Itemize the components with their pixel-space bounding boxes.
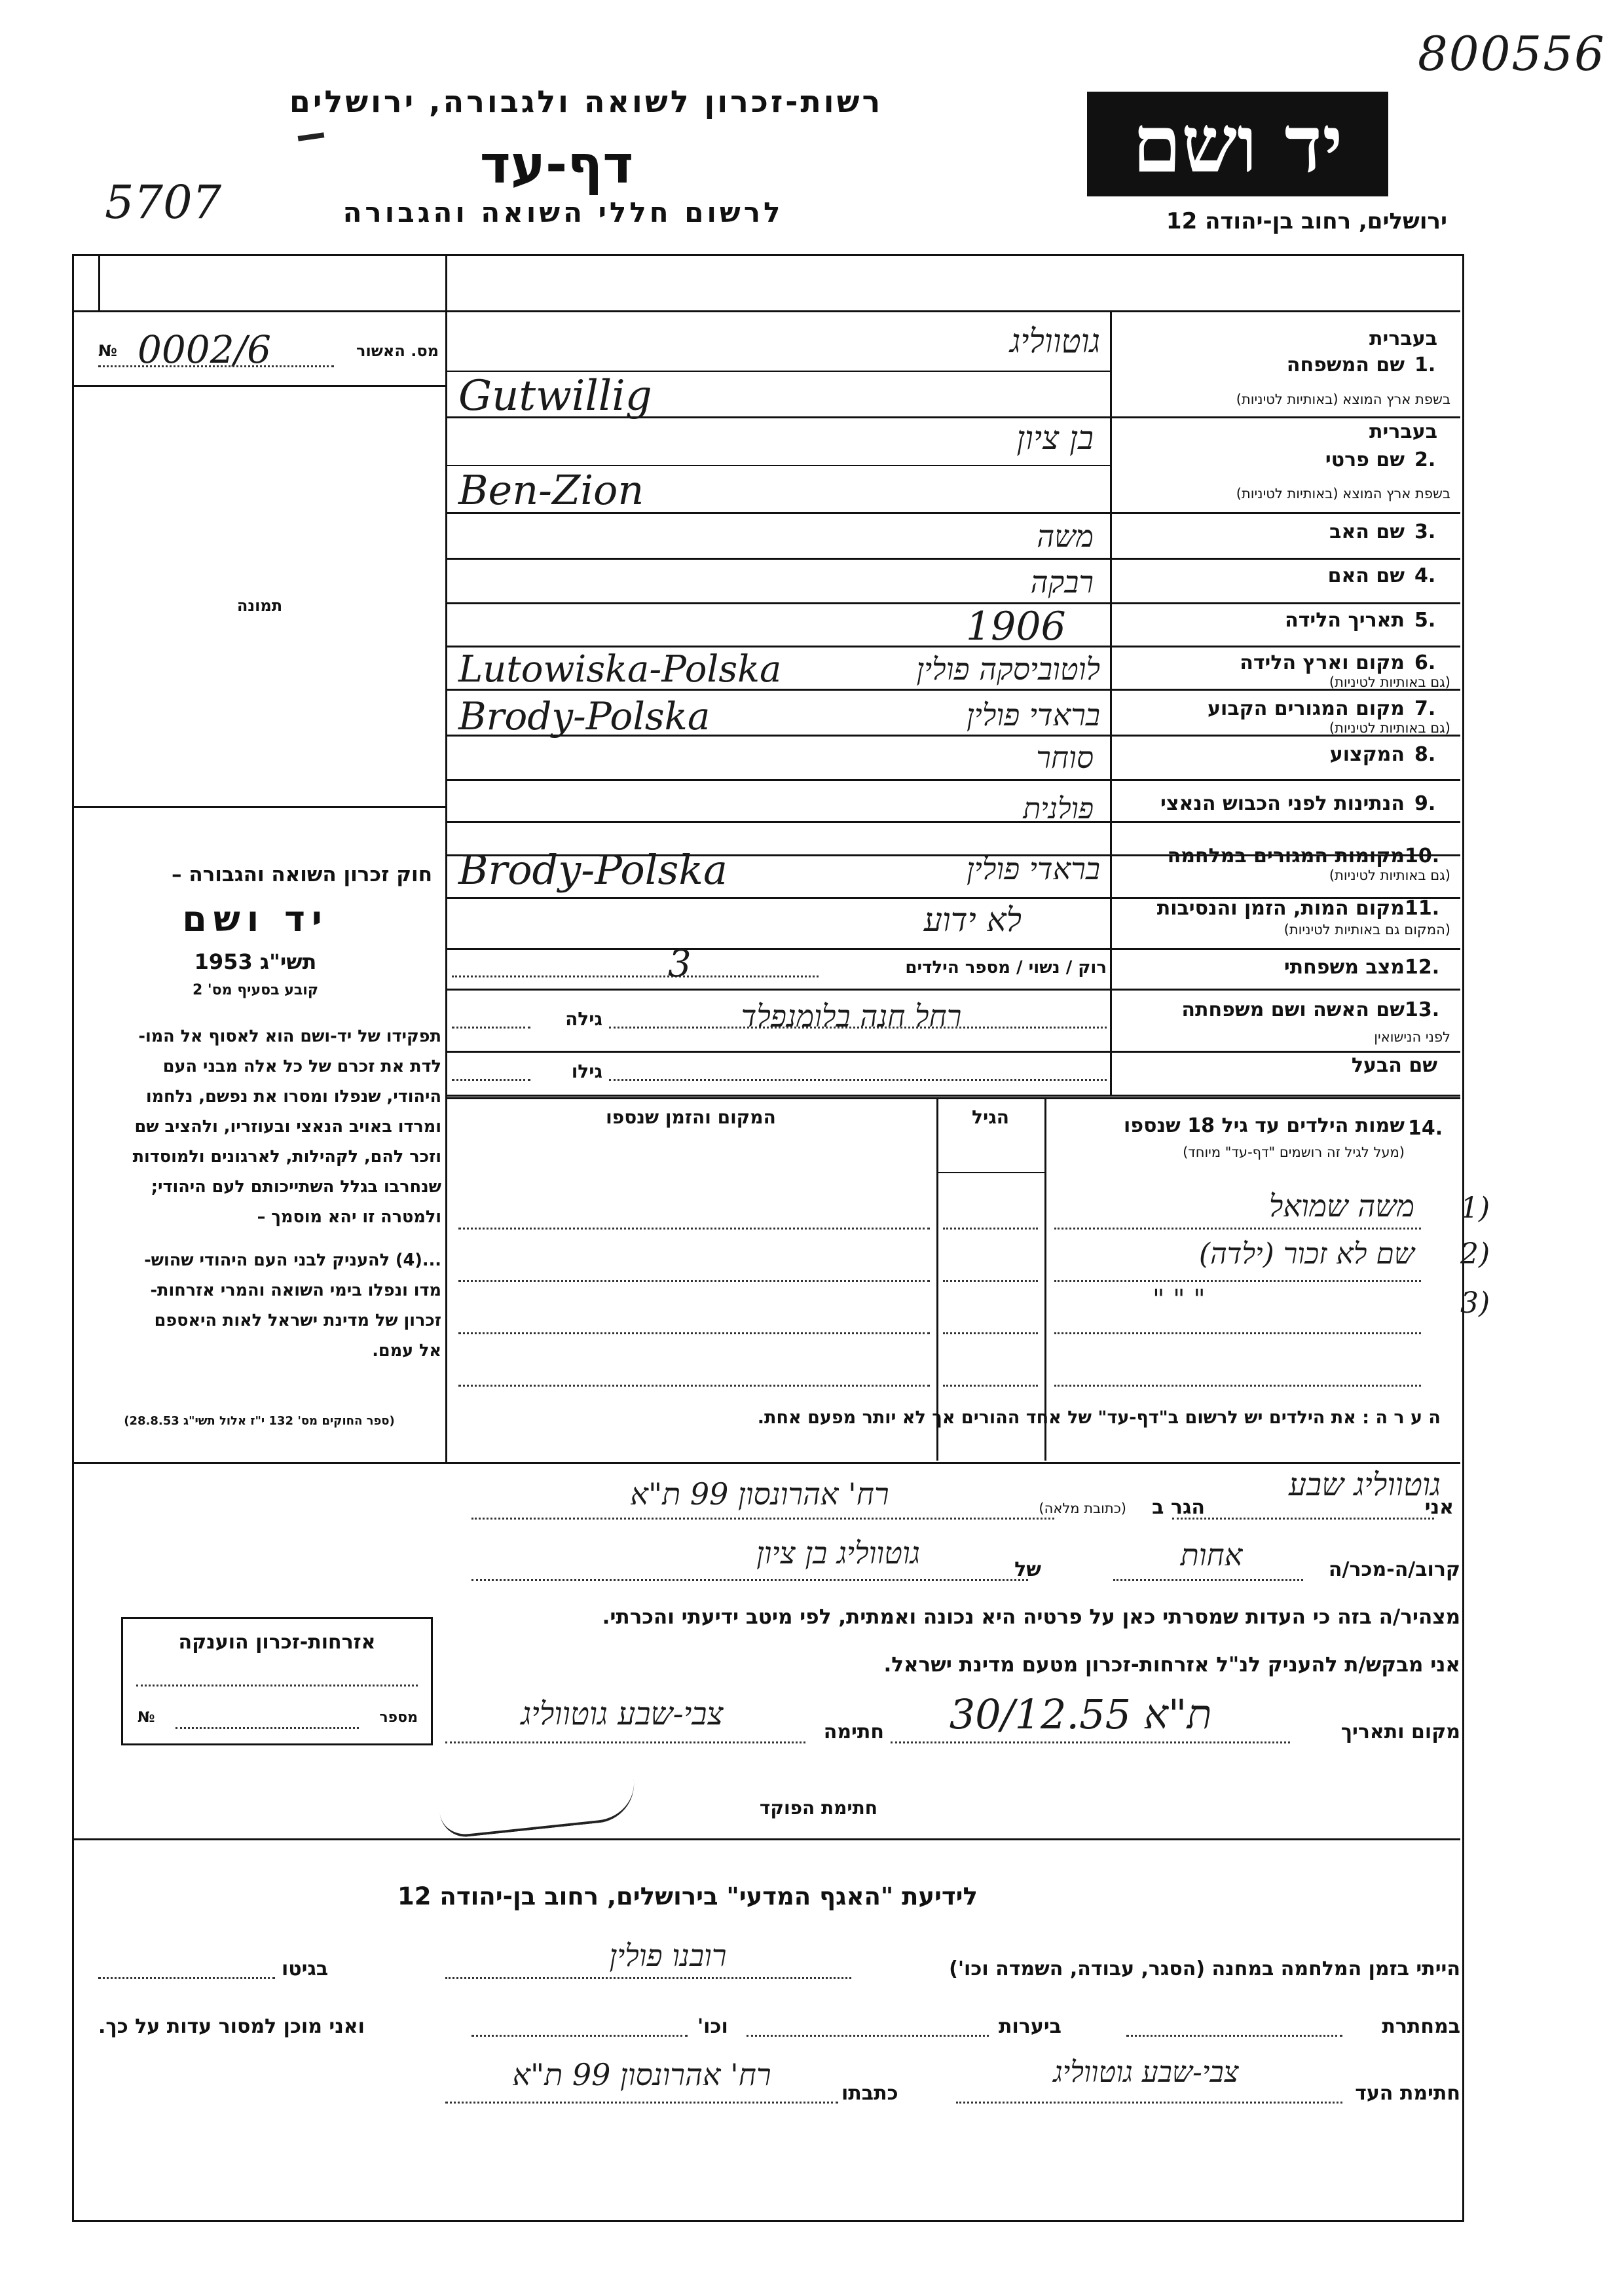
- field-12-number: 12.: [1405, 956, 1440, 979]
- firstname-latin-value: Ben-Zion: [458, 466, 644, 514]
- declaration-1: מצהיר/ה בזה כי העדות שמסרתי כאן על פרטיה היא נכונה ואמתית, לפי מיטב ידיעתי והכרתי.: [602, 1605, 1460, 1629]
- archive-stamp-number: 800556: [1418, 26, 1606, 81]
- wartime-residence-hebrew-value: בראדי פולין: [967, 851, 1100, 886]
- place-date-value: ת"א 30/12.55: [949, 1690, 1212, 1738]
- residence-latin-value: Brody-Polska: [458, 694, 710, 738]
- children-note: ה ע ר ה : את הילדים יש לרשום ב"דף-עד" של אחד ההורים אך לא יותר מפעם אחת.: [757, 1408, 1441, 1428]
- field-9-label: הנתינות לפני הכבוש הנאצי: [1160, 792, 1405, 815]
- approval-number: 0002/6: [138, 327, 272, 372]
- photo-label: תמונה: [236, 596, 283, 615]
- field-8-number: 8.: [1414, 743, 1436, 766]
- footer-ghetto-label: בגיטו: [282, 1958, 329, 1980]
- children-place-header: המקום והזמן שנספו: [606, 1106, 776, 1128]
- law-paragraph-line: תפקידו של יד-ושם הוא לאסוף אל המו-: [138, 1027, 441, 1046]
- mother-name-value: רבקה: [1030, 564, 1094, 600]
- field-2-sublabel: בשפת ארץ המוצא (באותיות לטיניות): [1236, 486, 1450, 501]
- citizenship-value: פולנית: [1023, 792, 1094, 826]
- declaration-2: אני מבקש/ת להעניק לנ"ל אזרחות-זכרון מטעם מדינת ישראל.: [883, 1653, 1460, 1677]
- citizenship-no-sign: №: [138, 1709, 155, 1726]
- signature-value: צבי-שבע גוטווליג: [521, 1696, 724, 1732]
- law-paragraph-line: ומרדו באויב הנאצי ובעוזריו, ולהציב שם: [134, 1117, 441, 1137]
- child-3-index: 3): [1460, 1286, 1490, 1320]
- law-clause: קובע בסעיף מס' 2: [192, 982, 319, 998]
- declarant-lives-label: הגר ב: [1152, 1496, 1205, 1519]
- relation-value: אחות: [1180, 1537, 1243, 1573]
- law-source: (ספר החוקים מס' 132 י"ז אלול תשי"ג 28.8.53): [124, 1414, 395, 1428]
- field-3-label: שם האב: [1329, 520, 1405, 543]
- child-2-name: שם לא זכור (ילדה): [1198, 1237, 1414, 1271]
- field-13-number: 13.: [1405, 998, 1440, 1021]
- witness-signature-label: חתימת העד: [1355, 2082, 1460, 2105]
- field-12-label: מצב משפחתי: [1283, 956, 1405, 979]
- field-11-number: 11.: [1405, 897, 1440, 920]
- footer-etc-label: וכו': [697, 2015, 728, 2038]
- husband-age-label: גילו: [571, 1061, 602, 1082]
- field-7-number: 7.: [1414, 697, 1436, 720]
- declarant-address: רח' אהרונסון 99 ת"א: [630, 1476, 889, 1512]
- child-3-name: " " ": [1153, 1285, 1206, 1315]
- wife-age-label: גילה: [565, 1008, 602, 1030]
- pen-mark-icon: [298, 132, 325, 141]
- of-name-value: גוטווליג בן ציון: [756, 1535, 920, 1571]
- field-3-number: 3.: [1414, 520, 1436, 543]
- photo-area: [74, 387, 445, 806]
- children-section-title: שמות הילדים עד גיל 18 שנספו: [1124, 1114, 1405, 1137]
- law-paragraph-line: היהודי, שנפלו ומסרו את נפשם, נלחמו: [145, 1087, 441, 1106]
- birth-date-value: 1906: [966, 604, 1066, 649]
- father-name-value: משה: [1037, 519, 1094, 554]
- citizenship-box-title: אזרחות-זכרון הוענקה: [178, 1631, 376, 1654]
- child-2-index: 2): [1460, 1237, 1490, 1271]
- field-1-number: 1.: [1414, 354, 1436, 376]
- witness-address-label: כתבתו: [841, 2082, 898, 2105]
- law-paragraph-line: מדו ונפלו בימי השואה והמרי אזרחות-: [150, 1281, 441, 1300]
- law-name: יד ושם: [182, 898, 329, 939]
- official-signature-label: חתימת הפוקד: [759, 1797, 877, 1819]
- field-6-label: מקום וארץ הלידה: [1240, 651, 1405, 674]
- of-label: של: [1014, 1558, 1041, 1581]
- child-1-name: משה שמואל: [1268, 1188, 1414, 1224]
- firstname-hebrew-value: בן ציון: [1016, 419, 1094, 457]
- footer-forests-label: ביערות: [999, 2015, 1061, 2038]
- law-title: חוק זכרון השואה והגבורה –: [172, 863, 432, 886]
- field-1-label: שם המשפחה: [1286, 354, 1405, 376]
- field-9-number: 9.: [1414, 792, 1436, 815]
- law-body: [77, 1021, 441, 1366]
- wife-name-value: רחל חנה בלומנפלד: [741, 998, 962, 1034]
- footer-underground-label: במחתרת: [1382, 2015, 1460, 2038]
- law-paragraph-line: אל עמם.: [372, 1341, 441, 1360]
- footer-line1-a: הייתי בזמן המלחמה במחנה (הסגר, עבודה, השמדה וכו'): [949, 1958, 1460, 1980]
- field-14-label: שם הבעל: [1351, 1054, 1437, 1077]
- relation-label: קרוב/ה-מכר/ה: [1328, 1558, 1460, 1581]
- law-paragraph-line: שנחרבו בגלל השתייכותם לעם היהודי;: [151, 1177, 441, 1197]
- field-2-number: 2.: [1414, 448, 1436, 471]
- approval-label: מס. האשור: [356, 342, 439, 360]
- archive-number: 5707: [105, 175, 222, 229]
- field-10-label: מקומות המגורים במלחמה: [1167, 845, 1405, 867]
- signature-label: חתימה: [823, 1721, 884, 1743]
- field-7-label: מקום המגורים הקבוע: [1208, 697, 1405, 720]
- death-place-value: לא ידוע: [923, 901, 1022, 939]
- citizenship-number-label: מספר: [379, 1709, 418, 1726]
- footer-ready-label: ואני מוכן למסור עדות על כך.: [98, 2015, 365, 2038]
- law-paragraph-line: זכרון של מדינת ישראל לאות היאספם: [154, 1311, 441, 1330]
- law-year: תשי"ג 1953: [194, 949, 317, 974]
- children-section-sub: (מעל לגיל זה רושמים "דף-עד" מיוחד): [1183, 1144, 1405, 1160]
- witness-signature-value: צבי-שבע גוטווליג: [1053, 2056, 1239, 2089]
- camp-value: רובנו פולין: [609, 1938, 727, 1973]
- field-1-sublabel: בשפת ארץ המוצא (באותיות לטיניות): [1236, 392, 1450, 407]
- field-11-sublabel: (המקום גם באותיות לטיניות): [1283, 922, 1450, 938]
- field-5-label: תאריך הלידה: [1285, 609, 1405, 632]
- birthplace-hebrew-value: לוטוביסקה פולין: [916, 651, 1100, 687]
- residence-hebrew-value: בראדי פולין: [967, 697, 1100, 733]
- marital-status-options: רוק / נשוי / מספר הילדים: [905, 958, 1107, 977]
- children-age-header: הגיל: [972, 1106, 1009, 1128]
- child-1-index: 1): [1460, 1192, 1490, 1225]
- field-5-number: 5.: [1414, 609, 1436, 632]
- page-title: דף-עד: [479, 134, 634, 195]
- children-section-num: 14.: [1408, 1117, 1443, 1140]
- witness-address-value: רח' אהרונסון 99 ת"א: [512, 2057, 771, 2092]
- field-7-sublabel: (גם באותיות לטיניות): [1329, 720, 1450, 736]
- surname-latin-value: Gutwillig: [458, 372, 652, 420]
- wartime-residence-latin-value: Brody-Polska: [458, 846, 728, 894]
- field-2-label: שם פרטי: [1325, 448, 1405, 471]
- address-note: (כתובת מלאה): [1039, 1501, 1126, 1516]
- declarant-i-label: אני: [1424, 1496, 1454, 1519]
- header-address: ירושלים, רחוב בן-יהודה 12: [1166, 208, 1447, 234]
- children-count-value: 3: [668, 943, 692, 985]
- birthplace-latin-value: Lutowiska-Polska: [458, 648, 782, 691]
- logo-text: יד ושם: [1132, 98, 1343, 191]
- field-6-sublabel: (גם באותיות לטיניות): [1329, 674, 1450, 690]
- field-1-lang: בעברית: [1369, 327, 1437, 350]
- header-authority: רשות-זכרון לשואה ולגבורה, ירושלים: [289, 84, 883, 119]
- field-11-label: מקום המות, הזמן והנסיבות: [1156, 897, 1405, 920]
- field-8-label: המקצוע: [1329, 743, 1405, 766]
- field-4-label: שם האם: [1327, 564, 1405, 587]
- law-paragraph-line: ולמטרה זו יהא מוסמך –: [257, 1207, 441, 1227]
- field-10-number: 10.: [1405, 845, 1440, 867]
- surname-hebrew-value: גוטווליג: [1009, 322, 1100, 360]
- declarant-name: גוטווליג שבע: [1288, 1467, 1441, 1503]
- place-date-label: מקום ותאריך: [1340, 1721, 1460, 1743]
- field-13-sublabel: לפני הנישואין: [1374, 1029, 1450, 1045]
- field-6-number: 6.: [1414, 651, 1436, 674]
- field-4-number: 4.: [1414, 564, 1436, 587]
- occupation-value: סוחר: [1036, 740, 1094, 775]
- law-paragraph-line: ...(4) להעניק לבני העם היהודי שהוש-: [144, 1250, 441, 1270]
- law-paragraph-line: וזכר להם, לקהילות, לארגונים ולמוסדות: [132, 1147, 441, 1167]
- yad-vashem-logo: [1087, 92, 1388, 196]
- field-10-sublabel: (גם באותיות לטיניות): [1329, 867, 1450, 883]
- no-sign: №: [98, 342, 117, 360]
- citizenship-box: [121, 1617, 433, 1745]
- law-paragraph-line: לדת את זכרם של כל אלה מבני העם: [162, 1057, 441, 1076]
- field-2-lang: בעברית: [1369, 420, 1437, 443]
- field-13-label: שם האשה ושם משפחתה: [1181, 998, 1405, 1021]
- footer-heading: לידיעת "האגף המדעי" בירושלים, רחוב בן-יהודה 12: [397, 1882, 978, 1910]
- header-subtitle: לרשום חללי השואה והגבורה: [342, 196, 784, 228]
